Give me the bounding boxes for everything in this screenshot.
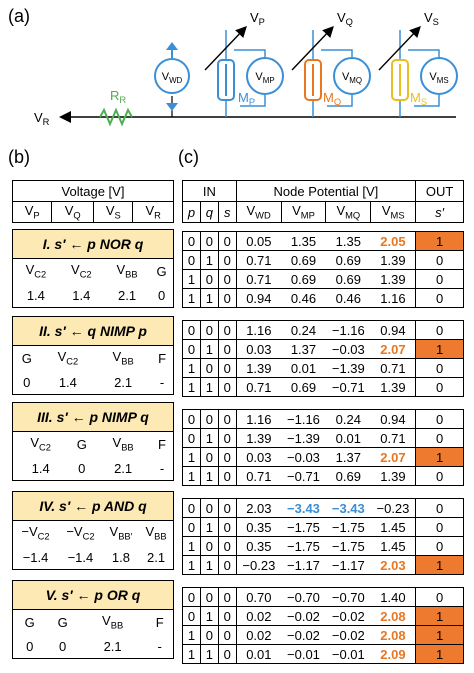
truth-potential-cell: 0.01 (326, 429, 371, 448)
truth-input-cell: 0 (218, 270, 236, 289)
truth-potential-cell: 0.01 (236, 645, 281, 664)
operation-value: 2.1 (147, 549, 166, 565)
panel-c-label: (c) (178, 147, 199, 167)
truth-row (183, 645, 464, 664)
operation-symbol: $V_{C2}$ (25, 262, 47, 280)
truth-row (183, 499, 464, 518)
vmq-label: $V_{MQ}$ (341, 71, 363, 85)
truth-output-cell: 0 (416, 359, 464, 378)
truth-output-cell: 0 (416, 537, 464, 556)
truth-input-cell: 1 (183, 626, 201, 645)
truth-potential-cell: 0.01 (281, 359, 326, 378)
truth-row (183, 340, 464, 359)
truth-input-cell: 0 (200, 232, 218, 251)
operation-block (12, 229, 174, 308)
truth-potential-cell: 0.02 (236, 626, 281, 645)
vr-label: $V_R$ (34, 110, 50, 127)
truth-potential-cell: −0.03 (281, 448, 326, 467)
operation-value: 0 (157, 287, 166, 303)
truth-potential-cell: −1.75 (326, 537, 371, 556)
truth-potential-cell: 1.39 (236, 429, 281, 448)
operation-label: III. s′ ← p NIMP q (13, 403, 174, 432)
truth-input-cell: 1 (200, 645, 218, 664)
truth-input-cell: 0 (200, 270, 218, 289)
truth-potential-cell: −0.02 (281, 626, 326, 645)
truth-potential-cell: 0.69 (281, 270, 326, 289)
operation-symbol: $V_{C2}$ (57, 349, 79, 367)
truth-input-cell: 0 (218, 359, 236, 378)
truth-input-cell: 0 (200, 321, 218, 340)
vq-label: $V_Q$ (337, 10, 353, 27)
truth-potential-cell: −0.71 (281, 467, 326, 486)
truth-input-cell: 1 (183, 556, 201, 575)
truth-input-cell: 0 (183, 232, 201, 251)
truth-potential-cell: 0.46 (326, 289, 371, 308)
operation-symbol: $V_{C2}$ (30, 435, 51, 453)
operation-symbol: G (57, 614, 68, 630)
operation-value: 2.1 (103, 638, 122, 654)
operation-label: V. s′ ← p OR q (13, 581, 174, 610)
operation-symbol: G (21, 350, 32, 366)
operation-label: IV. s′ ← p AND q (13, 492, 174, 521)
panel-a-label: (a) (8, 6, 30, 26)
vms-label: $V_{MS}$ (429, 71, 449, 85)
truth-potential-cell: 1.39 (371, 270, 416, 289)
truth-potential-cell: 0.03 (236, 448, 281, 467)
truth-potential-cell: 1.35 (281, 232, 326, 251)
truth-row (183, 626, 464, 645)
truth-potential-cell: −1.17 (326, 556, 371, 575)
truth-input-cell: 0 (218, 537, 236, 556)
operation-value: - (159, 374, 165, 390)
truth-input-cell: 0 (218, 448, 236, 467)
truth-output-cell: 0 (416, 499, 464, 518)
truth-input-cell: 0 (218, 518, 236, 537)
truth-input-cell: 0 (183, 429, 201, 448)
truth-potential-cell: 0.94 (371, 321, 416, 340)
truth-potential-cell: −0.01 (281, 645, 326, 664)
operation-value: 1.4 (58, 374, 77, 390)
truth-input-cell: 0 (218, 467, 236, 486)
truth-input-cell: 0 (183, 321, 201, 340)
truth-input-cell: 0 (218, 626, 236, 645)
truth-input-cell: 1 (200, 340, 218, 359)
truth-col-header: $V_{WD}$ (236, 202, 281, 223)
operation-value: 1.4 (31, 460, 50, 476)
truth-row (183, 321, 464, 340)
ms-label: $M_S$ (410, 90, 428, 107)
truth-row (183, 232, 464, 251)
operation-symbol: G (76, 436, 87, 452)
operation-block (12, 491, 174, 570)
truth-potential-cell: 1.37 (326, 448, 371, 467)
truth-potential-cell: 1.39 (371, 251, 416, 270)
operation-symbol: F (158, 350, 167, 366)
truth-input-cell: 0 (183, 607, 201, 626)
truth-row (183, 588, 464, 607)
vwd-label: $V_{WD}$ (161, 71, 183, 85)
truth-potential-cell: 0.70 (236, 588, 281, 607)
truth-row (183, 429, 464, 448)
truth-potential-cell: 0.24 (326, 410, 371, 429)
operation-value: 2.1 (114, 374, 133, 390)
truth-potential-cell: −0.02 (326, 607, 371, 626)
truth-col-header: $V_{MP}$ (281, 202, 326, 223)
truth-col-header: s (218, 202, 236, 223)
truth-output-cell: 1 (416, 232, 464, 251)
truth-output-cell: 0 (416, 467, 464, 486)
truth-potential-cell: 1.45 (371, 518, 416, 537)
truth-input-cell: 1 (200, 429, 218, 448)
truth-potential-cell: −0.70 (281, 588, 326, 607)
truth-output-cell: 0 (416, 518, 464, 537)
truth-input-cell: 0 (183, 340, 201, 359)
truth-potential-cell: 1.39 (371, 467, 416, 486)
operation-symbol: $V_{BB'}$ (109, 524, 133, 542)
truth-input-cell: 0 (218, 607, 236, 626)
truth-input-cell: 1 (183, 378, 201, 397)
truth-input-cell: 1 (183, 645, 201, 664)
operation-symbol: $V_{BB}$ (145, 524, 167, 542)
truth-row (183, 410, 464, 429)
truth-output-cell: 0 (416, 270, 464, 289)
truth-potential-cell: −0.03 (326, 340, 371, 359)
truth-input-cell: 0 (183, 251, 201, 270)
truth-potential-cell: 1.40 (371, 588, 416, 607)
operation-symbol: $V_{C2}$ (71, 262, 92, 280)
operation-symbol: $V_{BB}$ (116, 262, 138, 280)
truth-output-cell: 0 (416, 251, 464, 270)
truth-col-header: $V_{MS}$ (371, 202, 416, 223)
truth-potential-cell: −0.71 (326, 378, 371, 397)
truth-potential-cell: −1.17 (281, 556, 326, 575)
truth-potential-cell: 0.71 (371, 429, 416, 448)
truth-col-header: s′ (416, 202, 464, 223)
voltage-title: Voltage [V] (13, 181, 174, 202)
truth-potential-cell: −1.39 (326, 359, 371, 378)
operation-value: 0 (59, 638, 67, 654)
truth-potential-cell: 0.69 (281, 251, 326, 270)
truth-input-cell: 0 (218, 378, 236, 397)
truth-potential-cell: 0.35 (236, 537, 281, 556)
vmp-label: $V_{MP}$ (255, 71, 275, 85)
truth-output-cell: 1 (416, 645, 464, 664)
truth-input-cell: 1 (183, 289, 201, 308)
truth-row (183, 359, 464, 378)
truth-potential-cell: 0.35 (236, 518, 281, 537)
truth-input-cell: 0 (200, 588, 218, 607)
truth-potential-cell: −1.16 (281, 410, 326, 429)
truth-potential-cell: −0.70 (326, 588, 371, 607)
truth-potential-cell: −0.02 (326, 626, 371, 645)
truth-potential-cell: −1.39 (281, 429, 326, 448)
truth-row (183, 607, 464, 626)
truth-potential-cell: −0.23 (371, 499, 416, 518)
truth-potential-cell: −1.75 (281, 518, 326, 537)
truth-input-cell: 0 (200, 448, 218, 467)
operation-symbol: G (156, 263, 167, 279)
voltage-col-header: $V_P$ (13, 202, 52, 223)
operation-symbol: $-V_{C2}$ (21, 524, 50, 542)
truth-input-cell: 0 (200, 626, 218, 645)
truth-output-cell: 1 (416, 340, 464, 359)
operation-block (12, 402, 174, 481)
vp-label: $V_P$ (250, 10, 265, 27)
truth-col-header: $V_{MQ}$ (326, 202, 371, 223)
truth-input-cell: 0 (218, 340, 236, 359)
truth-input-cell: 0 (183, 499, 201, 518)
truth-potential-cell: 1.45 (371, 537, 416, 556)
truth-potential-cell: 2.08 (371, 607, 416, 626)
truth-input-cell: 0 (200, 410, 218, 429)
truth-potential-cell: 1.39 (236, 359, 281, 378)
truth-row (183, 251, 464, 270)
truth-potential-cell: 0.71 (236, 251, 281, 270)
truth-potential-cell: 0.05 (236, 232, 281, 251)
operation-value: 1.4 (72, 287, 91, 303)
truth-row (183, 556, 464, 575)
truth-output-cell: 0 (416, 378, 464, 397)
operation-value: 1.8 (111, 549, 130, 565)
panel-b-label: (b) (8, 147, 30, 167)
truth-input-cell: 0 (218, 289, 236, 308)
truth-potential-cell: 0.71 (236, 378, 281, 397)
truth-col-header: q (200, 202, 218, 223)
truth-potential-cell: 2.07 (371, 448, 416, 467)
truth-input-cell: 1 (200, 251, 218, 270)
truth-potential-cell: 2.03 (371, 556, 416, 575)
truth-potential-cell: 2.05 (371, 232, 416, 251)
truth-input-cell: 0 (200, 359, 218, 378)
operation-block (12, 580, 174, 659)
truth-potential-cell: −1.75 (281, 537, 326, 556)
circuit-diagram (0, 0, 474, 140)
truth-potential-cell: 0.46 (281, 289, 326, 308)
truth-potential-cell: 0.94 (236, 289, 281, 308)
truth-potential-cell: 0.69 (326, 251, 371, 270)
truth-potential-cell: 0.69 (281, 378, 326, 397)
truth-input-cell: 0 (200, 537, 218, 556)
truth-row (183, 448, 464, 467)
truth-input-cell: 0 (183, 588, 201, 607)
truth-input-cell: 0 (183, 518, 201, 537)
truth-output-cell: 0 (416, 410, 464, 429)
voltage-col-header: $V_S$ (94, 202, 133, 223)
truth-potential-cell: 0.24 (281, 321, 326, 340)
vs-label: $V_S$ (424, 10, 439, 27)
operation-label: I. s′ ← p NOR q (13, 230, 174, 259)
truth-group-header: IN (183, 181, 237, 202)
truth-input-cell: 1 (183, 359, 201, 378)
operation-symbol: F (158, 436, 166, 452)
truth-input-cell: 1 (200, 607, 218, 626)
voltage-header-table (12, 180, 174, 223)
truth-group-header: Node Potential [V] (236, 181, 415, 202)
truth-input-cell: 0 (218, 499, 236, 518)
truth-potential-cell: 1.35 (326, 232, 371, 251)
operation-value: 2.1 (118, 287, 137, 303)
truth-input-cell: 0 (183, 410, 201, 429)
truth-row (183, 270, 464, 289)
truth-output-cell: 1 (416, 448, 464, 467)
operation-label: II. s′ ← q NIMP p (13, 317, 174, 346)
truth-group-header: OUT (416, 181, 464, 202)
operation-value: 0 (23, 374, 31, 390)
truth-potential-cell: 0.71 (236, 467, 281, 486)
truth-potential-cell: 1.16 (236, 321, 281, 340)
truth-row (183, 467, 464, 486)
truth-input-cell: 0 (218, 251, 236, 270)
operation-value: - (157, 638, 162, 654)
operation-value: 2.1 (114, 460, 133, 476)
operation-value: - (159, 460, 165, 476)
truth-col-header: p (183, 202, 201, 223)
truth-potential-cell: −1.16 (326, 321, 371, 340)
rr-label: $R_R$ (110, 88, 127, 105)
operation-symbol: $V_{BB}$ (112, 349, 134, 367)
truth-potential-cell: 2.08 (371, 626, 416, 645)
truth-output-cell: 0 (416, 289, 464, 308)
truth-potential-cell: −0.23 (236, 556, 281, 575)
truth-output-cell: 1 (416, 626, 464, 645)
truth-potential-cell: 1.16 (236, 410, 281, 429)
truth-row (183, 537, 464, 556)
operation-value: 1.4 (26, 287, 45, 303)
voltage-col-header: $V_R$ (133, 202, 174, 223)
truth-potential-cell: −0.01 (326, 645, 371, 664)
truth-input-cell: 1 (183, 448, 201, 467)
truth-potential-cell: 1.39 (371, 378, 416, 397)
truth-potential-cell: −0.02 (281, 607, 326, 626)
truth-input-cell: 0 (218, 321, 236, 340)
truth-output-cell: 0 (416, 429, 464, 448)
truth-output-cell: 1 (416, 607, 464, 626)
truth-input-cell: 1 (183, 270, 201, 289)
truth-output-cell: 0 (416, 588, 464, 607)
truth-potential-cell: 1.16 (371, 289, 416, 308)
truth-output-cell: 1 (416, 556, 464, 575)
operation-symbol: $V_{BB}$ (112, 435, 134, 453)
truth-potential-cell: 0.71 (236, 270, 281, 289)
operation-value: 0 (78, 460, 86, 476)
truth-input-cell: 1 (200, 518, 218, 537)
truth-input-cell: 1 (200, 467, 218, 486)
truth-potential-cell: −3.43 (281, 499, 326, 518)
truth-potential-cell: 0.69 (326, 467, 371, 486)
truth-output-cell: 0 (416, 321, 464, 340)
truth-input-cell: 1 (183, 537, 201, 556)
truth-potential-cell: 2.03 (236, 499, 281, 518)
truth-input-cell: 0 (200, 499, 218, 518)
truth-potential-cell: 0.03 (236, 340, 281, 359)
truth-input-cell: 0 (218, 645, 236, 664)
truth-potential-cell: 0.71 (371, 359, 416, 378)
operation-block (12, 316, 174, 395)
truth-potential-cell: 1.37 (281, 340, 326, 359)
truth-input-cell: 0 (218, 429, 236, 448)
mp-label: $M_P$ (238, 90, 256, 107)
truth-potential-cell: 0.69 (326, 270, 371, 289)
truth-input-cell: 0 (218, 410, 236, 429)
truth-potential-cell: 0.94 (371, 410, 416, 429)
truth-potential-cell: −1.75 (326, 518, 371, 537)
truth-input-cell: 1 (200, 378, 218, 397)
operation-symbol: $-V_{C2}$ (66, 524, 95, 542)
operation-value: 0 (26, 638, 34, 654)
operation-value: −1.4 (22, 549, 49, 565)
mq-label: $M_Q$ (323, 90, 342, 107)
truth-potential-cell: 2.09 (371, 645, 416, 664)
operation-symbol: F (155, 614, 164, 630)
truth-input-cell: 1 (183, 467, 201, 486)
truth-input-cell: 0 (218, 232, 236, 251)
truth-potential-cell: 2.07 (371, 340, 416, 359)
truth-potential-cell: 0.02 (236, 607, 281, 626)
operation-value: −1.4 (67, 549, 94, 565)
truth-row (183, 378, 464, 397)
truth-input-cell: 0 (218, 556, 236, 575)
truth-table (182, 180, 464, 664)
truth-row (183, 289, 464, 308)
truth-input-cell: 1 (200, 289, 218, 308)
truth-potential-cell: −3.43 (326, 499, 371, 518)
voltage-col-header: $V_Q$ (52, 202, 94, 223)
operation-symbol: $V_{BB}$ (102, 613, 124, 631)
truth-input-cell: 1 (200, 556, 218, 575)
truth-input-cell: 0 (218, 588, 236, 607)
operation-symbol: G (24, 614, 35, 630)
truth-row (183, 518, 464, 537)
